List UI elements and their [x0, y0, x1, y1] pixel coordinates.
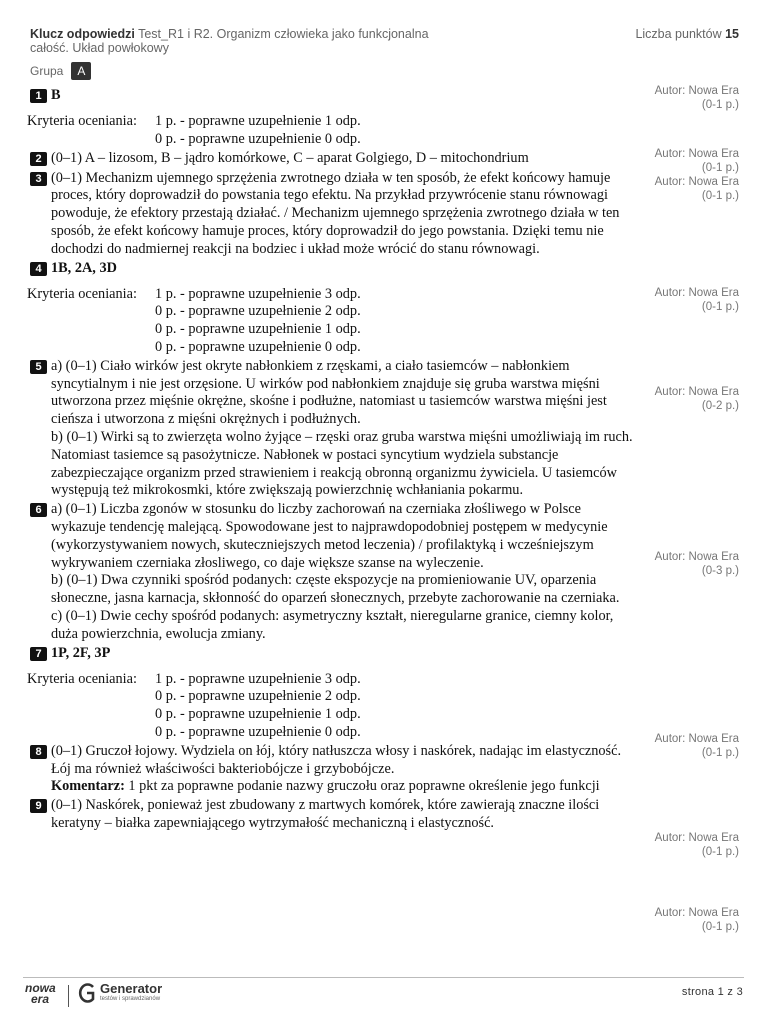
author-task-9 — [655, 906, 739, 934]
author-task-6 — [655, 550, 739, 578]
task-number: 5 — [30, 360, 47, 374]
task-part-c: c) (0–1) Dwie cechy spośród podanych: asymetryczny kształt, nieregularne granice, ciemny kolor, duża powierzchnia, ewolucja zmiany. — [51, 607, 614, 642]
criteria-line: 0 p. - poprawne uzupełnienie 2 odp. — [155, 688, 361, 705]
task-8 — [27, 743, 637, 796]
group-badge: A — [71, 62, 91, 80]
generator-subtext: testów i sprawdzianów — [100, 996, 161, 1002]
title-bold: Klucz odpowiedzi — [30, 27, 135, 41]
task-6 — [27, 501, 637, 643]
criteria-task-1 — [27, 113, 637, 149]
points-value: 15 — [725, 27, 739, 41]
generator-text: Generator — [100, 981, 163, 996]
points-label: Liczba punktów — [635, 27, 722, 41]
task-points: (0-1 p.) — [701, 162, 739, 174]
author-name: Autor: Nowa Era — [654, 551, 739, 563]
task-comment — [51, 778, 637, 796]
author-name: Autor: Nowa Era — [654, 176, 739, 188]
task-5 — [27, 358, 637, 500]
task-points: (0-3 p.) — [701, 565, 739, 577]
task-part-b: b) (0–1) Wirki są to zwierzęta wolno żyjące – rzęski oraz gruba warstwa mięśni umożliwiają im ruch. Natomiast tasiemce są pasożytnicze. Nabłonek w postaci syncytium wydziela substancje zabezpieczające organizm przed strawieniem i reakcją obronną organizmu żywiciela. U tasiemców występują też mikrokosmki, które zwiększają powierzchnię wchłaniania pokarmu. — [51, 428, 633, 499]
group-indicator — [30, 62, 91, 80]
author-name: Autor: Nowa Era — [654, 733, 739, 745]
task-answer: (0–1) A – lizosom, B – jądro komórkowe, C – aparat Golgiego, D – mitochondrium — [51, 149, 529, 166]
criteria-line: 0 p. - poprawne uzupełnienie 0 odp. — [155, 130, 361, 147]
author-name: Autor: Nowa Era — [654, 287, 739, 299]
criteria-label: Kryteria oceniania: — [27, 285, 137, 302]
task-number: 1 — [30, 89, 47, 103]
nowa-era-logo — [25, 983, 56, 1005]
author-name: Autor: Nowa Era — [654, 907, 739, 919]
author-name: Autor: Nowa Era — [654, 832, 739, 844]
task-2 — [27, 150, 637, 170]
task-answer: 1P, 2F, 3P — [51, 644, 111, 661]
generator-logo — [78, 982, 162, 1004]
author-task-8 — [655, 831, 739, 859]
criteria-label: Kryteria oceniania: — [27, 113, 137, 129]
task-points: (0-1 p.) — [701, 747, 739, 759]
task-part-a: a) (0–1) Liczba zgonów w stosunku do liczby zachorowań na czerniaka złośliwego w Polsce wykazuje tendencję malejącą. Spowodowane jest to najprawdopodobniej postępem w medycynie (wykorzystywaniem nowych, skuteczniejszych metod leczenia) / profilaktyką i wcześniejszym wykrywaniem czerniaka złosliwego, co daje większe szanse na wyleczenie. — [51, 501, 608, 571]
task-answer: 1B, 2A, 3D — [51, 259, 117, 276]
task-answer: (0–1) Naskórek, ponieważ jest zbudowany z martwych komórek, które zawierają znaczne ilości keratyny – białka zapewniającego wytrzymałość mechaniczną i elastyczność. — [51, 797, 600, 831]
group-label: Grupa — [30, 64, 64, 78]
criteria-line: 1 p. - poprawne uzupełnienie 1 odp. — [155, 113, 361, 129]
document-title — [30, 27, 460, 55]
criteria-line: 1 p. - poprawne uzupełnienie 3 odp. — [155, 670, 361, 687]
task-7 — [27, 645, 637, 671]
task-9 — [27, 797, 637, 833]
task-points: (0-1 p.) — [701, 846, 739, 858]
page-number: strona 1 z 3 — [681, 986, 743, 998]
task-4 — [27, 260, 637, 286]
task-points: (0-1 p.) — [701, 301, 739, 313]
author-task-4 — [655, 286, 739, 314]
task-part-b: b) (0–1) Dwa czynniki spośród podanych: częste ekspozycje na promieniowanie UV, oparzenia słoneczne, jasna karnacja, skłonność do oparzeń słonecznych, przebyte zachorowanie na czerniaka. — [51, 572, 620, 607]
task-answer: B — [51, 87, 61, 103]
title-rest: Test_R1 i R2. Organizm człowieka jako funkcjonalna całość. Układ powłokowy — [30, 27, 429, 55]
task-number: 8 — [30, 745, 47, 759]
criteria-line: 0 p. - poprawne uzupełnienie 1 odp. — [155, 706, 361, 723]
task-answer: (0–1) Gruczoł łojowy. Wydziela on łój, który natłuszcza włosy i naskórek, nadając im elastyczność. Łój ma również właściwości bakteriobójcze i grzybobójcze. — [51, 742, 622, 777]
task-1 — [27, 87, 637, 113]
logo-era-text: era — [31, 992, 50, 1006]
task-answer: (0–1) Mechanizm ujemnego sprzężenia zwrotnego działa w ten sposób, że efekt końcowy hamuje proces, który doprowadził do powstania tego efektu. Na przykład przywrócenie stanu równowagi powoduje, że efektory przestają działać. / Mechanizm ujemnego sprzężenia zwrotnego działa w ten sposób, że efekt końcowy hamuje proces, który doprowadził do jego powstania. Dzięki temu nie dochodzi do nadmiernej reakcji na bodziec i układ może wrócić do stanu równowagi. — [51, 169, 620, 257]
comment-text: 1 pkt za poprawne podanie nazwy gruczołu oraz poprawne określenie jego funkcji — [128, 778, 600, 795]
task-number: 2 — [30, 152, 47, 166]
criteria-label: Kryteria oceniania: — [27, 670, 137, 687]
generator-g-icon — [78, 982, 96, 1004]
task-number: 3 — [30, 172, 47, 186]
author-task-5 — [655, 385, 739, 413]
author-task-7 — [655, 732, 739, 760]
task-number: 6 — [30, 503, 47, 517]
logo-nowa-text: nowa — [25, 981, 56, 995]
task-points: (0-1 p.) — [701, 921, 739, 933]
criteria-line: 0 p. - poprawne uzupełnienie 2 odp. — [155, 303, 361, 320]
task-points: (0-2 p.) — [701, 400, 739, 412]
author-task-3 — [655, 175, 739, 203]
author-name: Autor: Nowa Era — [654, 386, 739, 398]
author-task-1 — [655, 84, 739, 112]
points-total — [635, 27, 739, 41]
author-name: Autor: Nowa Era — [654, 148, 739, 160]
criteria-task-4 — [27, 286, 637, 357]
author-task-2 — [655, 147, 739, 175]
logo-divider — [68, 985, 69, 1007]
criteria-line: 0 p. - poprawne uzupełnienie 0 odp. — [155, 723, 361, 740]
task-3 — [27, 170, 637, 259]
task-points: (0-1 p.) — [701, 190, 739, 202]
criteria-line: 1 p. - poprawne uzupełnienie 3 odp. — [155, 285, 361, 302]
task-points: (0-1 p.) — [701, 99, 739, 111]
footer-divider — [23, 977, 744, 978]
task-part-a: a) (0–1) Ciało wirków jest okryte nabłonkiem z rzęskami, a ciało tasiemców – nabłonkiem syncytialnym i nie jest orzęsione. U wirków pod nabłonkiem znajduje się gruba warstwa mięśni utworzona przez mięśnie okrężne, skośne i podłużne, natomiast u tasiemców warstwa mięśni jest cieńsza i utworzona z mięśni okrężnych i podłużnych. — [51, 357, 607, 428]
task-number: 7 — [30, 647, 47, 661]
criteria-task-7 — [27, 671, 637, 742]
answer-key-content — [27, 87, 637, 833]
criteria-line: 0 p. - poprawne uzupełnienie 1 odp. — [155, 321, 361, 338]
task-number: 9 — [30, 799, 47, 813]
task-number: 4 — [30, 262, 47, 276]
author-name: Autor: Nowa Era — [654, 85, 739, 97]
comment-label: Komentarz: — [51, 778, 125, 795]
criteria-line: 0 p. - poprawne uzupełnienie 0 odp. — [155, 338, 361, 355]
